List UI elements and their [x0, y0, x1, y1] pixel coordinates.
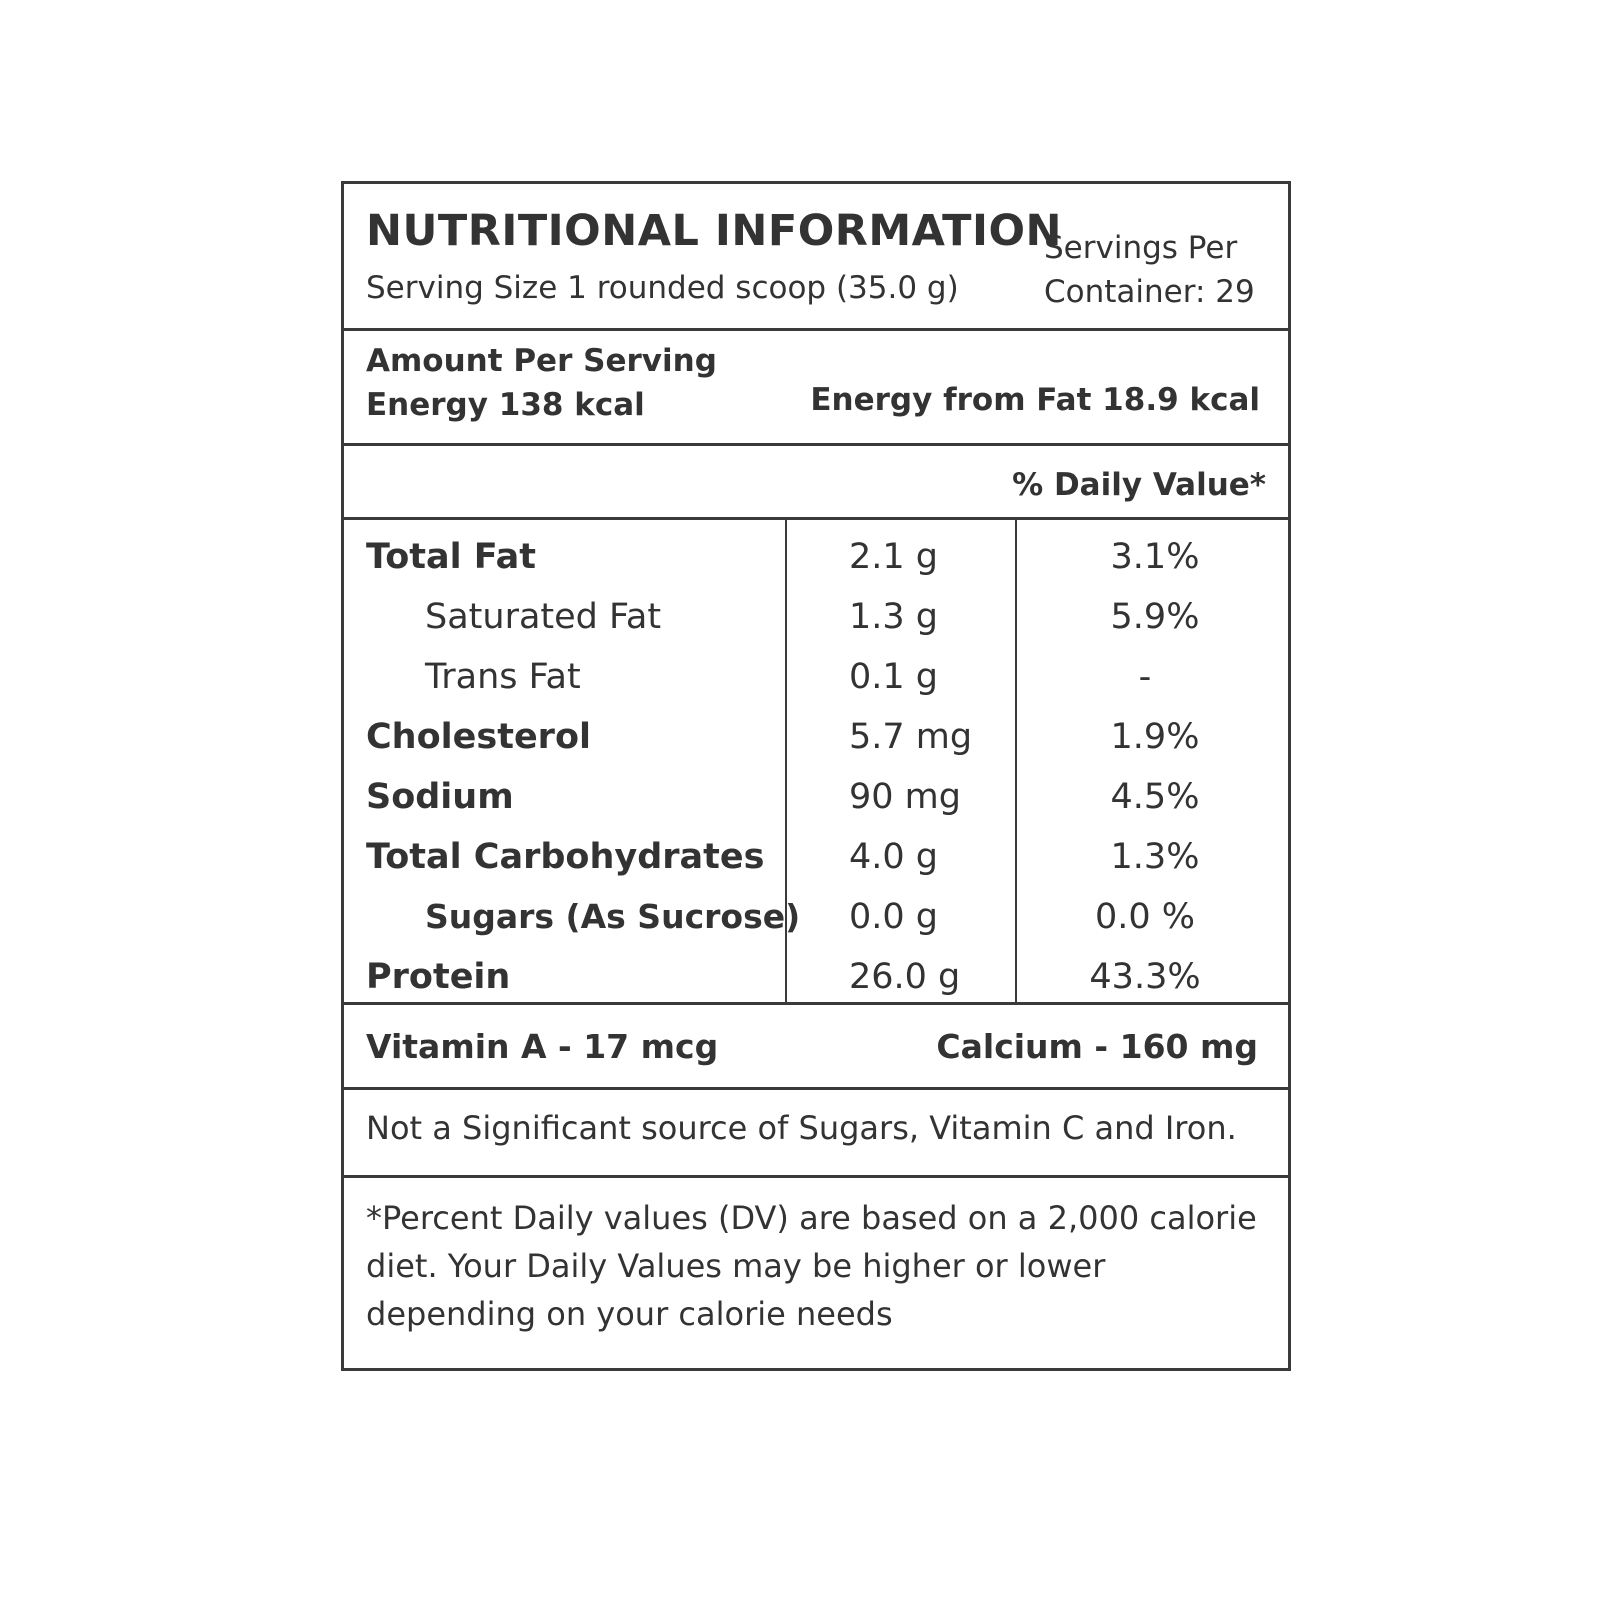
daily-value-header: % Daily Value* — [1012, 467, 1266, 503]
nutrient-dv-total-fat: 3.1% — [1110, 537, 1200, 577]
nutrient-name-trans-fat: Trans Fat — [425, 657, 581, 697]
nutrient-amount-total-fat: 2.1 g — [849, 537, 939, 577]
footnote-line-3: depending on your calorie needs — [366, 1295, 893, 1333]
nutrient-dv-protein: 43.3% — [1089, 957, 1201, 997]
nutrient-amount-saturated-fat: 1.3 g — [849, 597, 939, 637]
nutrient-amount-sugars: 0.0 g — [849, 897, 939, 937]
nutrient-amount-protein: 26.0 g — [849, 957, 961, 997]
calcium: Calcium - 160 mg — [936, 1027, 1258, 1066]
nutrition-facts-label — [341, 181, 1291, 1371]
nutrient-amount-trans-fat: 0.1 g — [849, 657, 939, 697]
nutrient-name-total-carbohydrates: Total Carbohydrates — [366, 837, 765, 877]
nutrient-amount-sodium: 90 mg — [849, 777, 961, 817]
divider-not-significant — [344, 1175, 1288, 1178]
nutrient-name-sugars: Sugars (As Sucrose) — [425, 897, 801, 936]
divider-dv-header — [344, 517, 1288, 520]
nutrient-name-protein: Protein — [366, 957, 511, 997]
nutrient-name-sodium: Sodium — [366, 777, 514, 817]
nutrient-dv-trans-fat: - — [1138, 657, 1152, 697]
nutrient-dv-sodium: 4.5% — [1110, 777, 1200, 817]
nutrient-dv-total-carbohydrates: 1.3% — [1110, 837, 1200, 877]
nutrient-dv-saturated-fat: 5.9% — [1110, 597, 1200, 637]
nutrient-dv-sugars: 0.0 % — [1094, 897, 1196, 937]
label-title: NUTRITIONAL INFORMATION — [366, 206, 1062, 256]
divider-vitamins — [344, 1087, 1288, 1090]
divider-energy — [344, 443, 1288, 446]
divider-nutrients — [344, 1002, 1288, 1005]
nutrient-name-saturated-fat: Saturated Fat — [425, 597, 662, 637]
servings-per-label: Servings Per — [1044, 230, 1238, 266]
energy-from-fat: Energy from Fat 18.9 kcal — [810, 382, 1260, 418]
divider-header — [344, 328, 1288, 331]
not-significant-note: Not a Significant source of Sugars, Vitamin C and Iron. — [366, 1109, 1237, 1147]
servings-per-container: Container: 29 — [1044, 274, 1255, 310]
footnote-line-1: *Percent Daily values (DV) are based on a 2,000 calorie — [366, 1199, 1257, 1237]
nutrient-dv-cholesterol: 1.9% — [1110, 717, 1200, 757]
nutrient-amount-total-carbohydrates: 4.0 g — [849, 837, 939, 877]
nutrient-name-total-fat: Total Fat — [366, 537, 537, 577]
vitamin-a: Vitamin A - 17 mcg — [366, 1027, 719, 1066]
amount-per-serving: Amount Per Serving — [366, 343, 717, 379]
nutrient-name-cholesterol: Cholesterol — [366, 717, 591, 757]
footnote-line-2: diet. Your Daily Values may be higher or lower — [366, 1247, 1106, 1285]
nutrient-amount-cholesterol: 5.7 mg — [849, 717, 973, 757]
energy-kcal: Energy 138 kcal — [366, 387, 645, 423]
serving-size: Serving Size 1 rounded scoop (35.0 g) — [366, 270, 959, 306]
